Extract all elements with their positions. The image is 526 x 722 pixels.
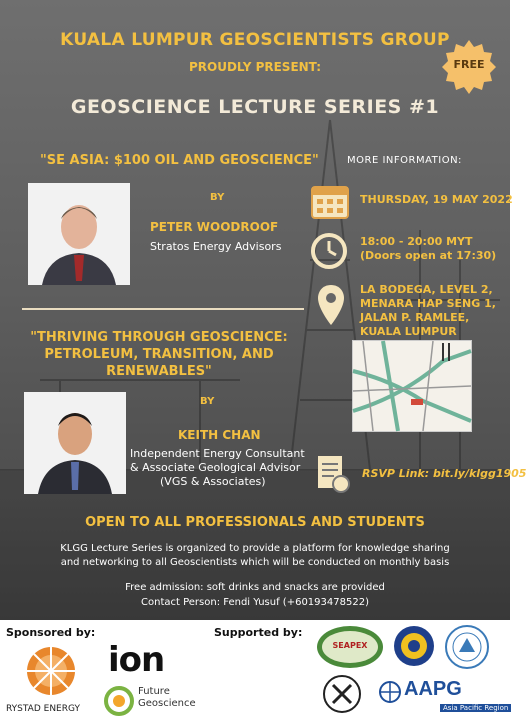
future-line2: Geoscience	[138, 698, 196, 709]
sponsor-strip	[0, 620, 510, 722]
free-label: FREE	[453, 58, 485, 71]
aapg-region: Asia Pacific Region	[440, 704, 511, 712]
venue-line1: LA BODEGA, LEVEL 2,	[360, 283, 493, 296]
hammer-club-logo-icon	[322, 674, 362, 718]
description-line1: KLGG Lecture Series is organized to provide a platform for knowledge sharing	[60, 543, 450, 554]
venue-map[interactable]	[352, 340, 472, 432]
aapg-logo: AAPG	[404, 678, 462, 700]
location-pin-icon	[316, 283, 346, 331]
talk1-by: BY	[210, 192, 225, 203]
talk2-by: BY	[200, 396, 215, 407]
speaker2-name: KEITH CHAN	[178, 428, 261, 442]
venue-line3: JALAN P. RAMLEE,	[360, 311, 470, 324]
rsvp-link[interactable]: RSVP Link: bit.ly/klgg1905	[362, 467, 526, 480]
talk2-title-line1: "THRIVING THROUGH GEOSCIENCE:	[30, 330, 288, 345]
supported-label: Supported by:	[214, 626, 303, 639]
rystad-name: RYSTAD ENERGY	[6, 704, 81, 714]
ion-logo: ion	[108, 640, 165, 680]
aapg-globe-icon	[378, 680, 402, 708]
event-title: GEOSCIENCE LECTURE SERIES #1	[70, 96, 440, 118]
venue-line4: KUALA LUMPUR	[360, 325, 457, 338]
calendar-icon	[310, 182, 350, 224]
portrait-icon	[28, 183, 130, 285]
speaker2-affiliation-line3: (VGS & Associates)	[160, 475, 266, 488]
free-admission: Free admission: soft drinks and snacks are provided	[125, 582, 385, 593]
future-geoscience-logo-icon	[104, 686, 134, 720]
talk2-title-line3: RENEWABLES"	[106, 364, 212, 379]
description-line2: and networking to all Geoscientists which will be conducted on monthly basis	[60, 557, 450, 568]
open-to-all: OPEN TO ALL PROFESSIONALS AND STUDENTS	[85, 515, 425, 530]
future-line1: Future	[138, 686, 170, 697]
rystad-logo-icon	[24, 644, 78, 702]
speaker1-affiliation: Stratos Energy Advisors	[150, 240, 282, 253]
sponsored-label: Sponsored by:	[6, 626, 96, 639]
event-time: 18:00 - 20:00 MYT	[360, 235, 473, 248]
divider	[22, 308, 304, 310]
present-line: PROUDLY PRESENT:	[188, 60, 322, 74]
doors-open: (Doors open at 17:30)	[360, 249, 497, 262]
document-icon	[316, 454, 350, 498]
society-logo-icon	[392, 624, 436, 672]
speaker1-name: PETER WOODROOF	[150, 220, 279, 234]
talk2-title-line2: PETROLEUM, TRANSITION, AND	[44, 347, 274, 362]
speaker2-affiliation-line2: & Associate Geological Advisor	[130, 461, 301, 474]
free-badge	[440, 38, 498, 96]
contact-person: Contact Person: Fendi Yusuf (+60193478522)	[141, 597, 369, 608]
event-date: THURSDAY, 19 MAY 2022	[360, 193, 513, 206]
clock-icon	[310, 232, 348, 274]
speaker2-affiliation-line1: Independent Energy Consultant	[130, 447, 305, 460]
talk1-title: "SE ASIA: $100 OIL AND GEOSCIENCE"	[40, 153, 319, 168]
speaker2-photo	[24, 392, 126, 494]
institute-logo-icon	[444, 624, 490, 674]
seapex-label: SEAPEX	[332, 641, 368, 650]
speaker1-photo	[28, 183, 130, 285]
organizer-name: KUALA LUMPUR GEOSCIENTISTS GROUP	[60, 30, 450, 50]
seapex-logo	[315, 624, 385, 670]
venue-line2: MENARA HAP SENG 1,	[360, 297, 496, 310]
portrait-icon	[24, 392, 126, 494]
more-info-heading: MORE INFORMATION:	[347, 155, 462, 166]
map-icon	[353, 341, 471, 431]
